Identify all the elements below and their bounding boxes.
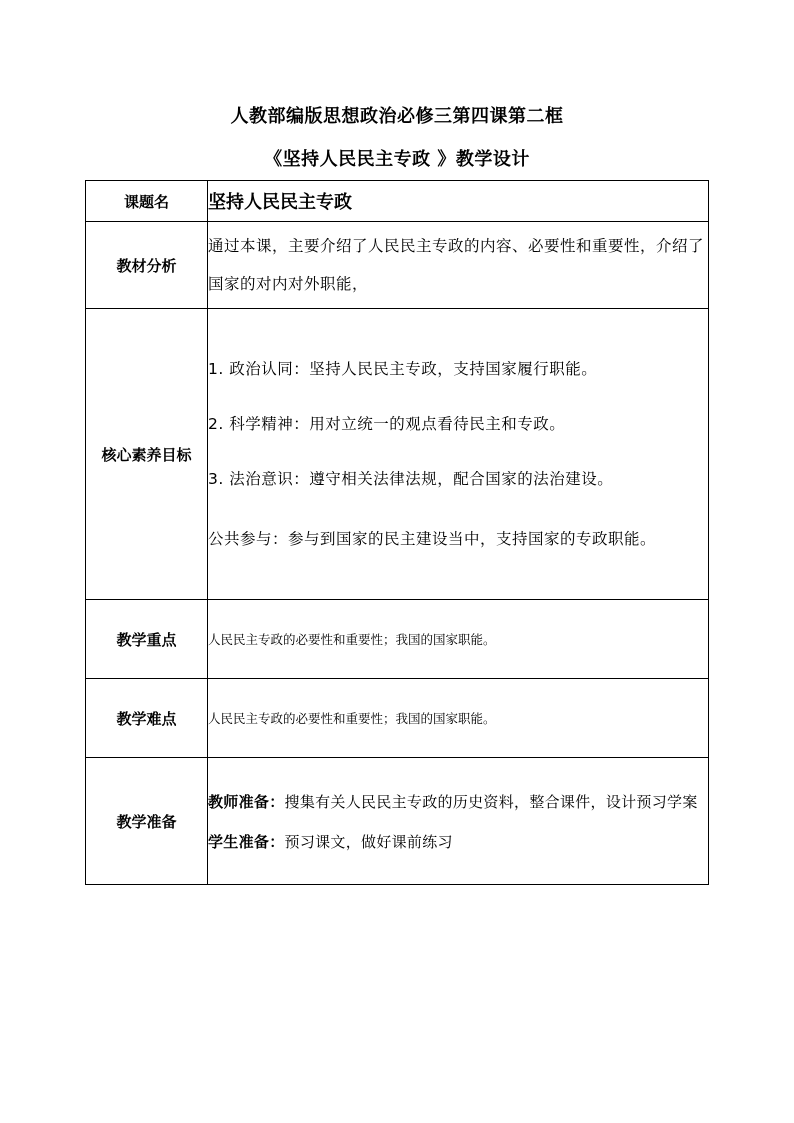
core-goal-item: 1. 政治认同：坚持人民民主专政，支持国家履行职能。 — [208, 359, 598, 378]
topic-value: 坚持人民民主专政 — [208, 181, 709, 222]
table-row-topic — [86, 181, 709, 222]
analysis-label: 教材分析 — [86, 222, 208, 309]
key-points-label: 教学重点 — [86, 600, 208, 679]
student-preparation — [208, 821, 708, 861]
difficulties-text: 人民民主专政的必要性和重要性；我国的国家职能。 — [208, 711, 496, 726]
difficulties-cell — [208, 679, 709, 758]
analysis-cell — [208, 222, 709, 309]
core-goal-item: 公共参与：参与到国家的民主建设当中，支持国家的专政职能。 — [208, 529, 657, 548]
difficulties-label: 教学难点 — [86, 679, 208, 758]
table-row-core-goals — [86, 309, 709, 600]
key-points-text: 人民民主专政的必要性和重要性；我国的国家职能。 — [208, 632, 496, 647]
core-goals-label: 核心素养目标 — [86, 309, 208, 600]
document-title-line2: 《坚持人民民主专政 》教学设计 — [264, 149, 530, 170]
table-row-key-points — [86, 600, 709, 679]
student-preparation-text: 预习课文，做好课前练习 — [284, 833, 453, 851]
topic-label: 课题名 — [86, 181, 208, 222]
analysis-text: 通过本课，主要介绍了人民民主专政的内容、必要性和重要性，介绍了国家的对内对外职能， — [208, 237, 705, 293]
table-row-difficulties — [86, 679, 709, 758]
table-row-preparation — [86, 758, 709, 885]
teacher-preparation-text: 搜集有关人民民主专政的历史资料，整合课件，设计预习学案 — [284, 793, 698, 811]
lesson-design-table — [85, 180, 709, 885]
core-goal-item: 2. 科学精神：用对立统一的观点看待民主和专政。 — [208, 414, 566, 433]
key-points-cell — [208, 600, 709, 679]
preparation-cell — [208, 758, 709, 885]
student-preparation-label: 学生准备： — [208, 833, 285, 851]
core-goals-cell — [208, 309, 709, 600]
preparation-label: 教学准备 — [86, 758, 208, 885]
core-goal-item: 3. 法治意识：遵守相关法律法规，配合国家的法治建设。 — [208, 469, 614, 488]
teacher-preparation-label: 教师准备： — [208, 793, 285, 811]
table-row-analysis — [86, 222, 709, 309]
teacher-preparation — [208, 781, 708, 821]
document-title-line1: 人教部编版思想政治必修三第四课第二框 — [230, 106, 564, 127]
